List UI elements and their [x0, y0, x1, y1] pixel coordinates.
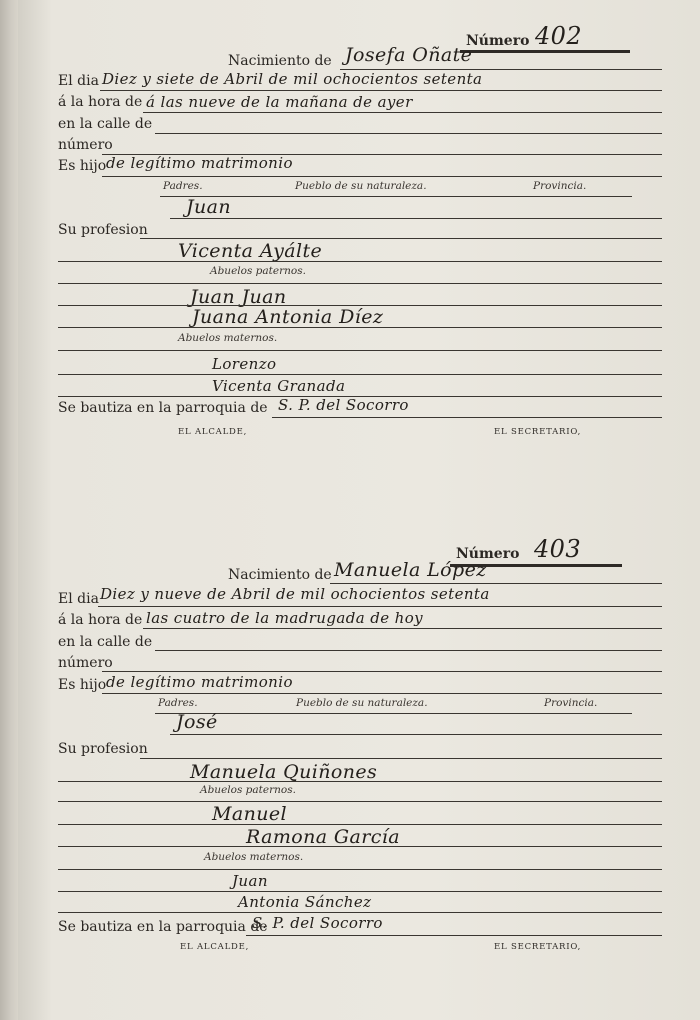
secretario-label: EL SECRETARIO,: [494, 427, 582, 437]
abuelo-materno-1: Manuel: [212, 803, 287, 825]
abuelos-paternos-line-2: [58, 283, 662, 284]
dia-line: [100, 90, 662, 91]
profesion-line: [140, 758, 662, 759]
record-number: 403: [534, 535, 582, 563]
nacimiento-label: Nacimiento de: [228, 567, 332, 583]
es-hijo-label: Es hijo: [58, 158, 107, 174]
hora-value: á las nueve de la mañana de ayer: [146, 93, 413, 111]
es-hijo-value: de legítimo matrimonio: [106, 673, 293, 691]
hora-line: [143, 628, 662, 629]
abuelos-paternos-line-2: [58, 801, 662, 802]
abuelos-maternos-line-4: [58, 374, 662, 375]
abuelos-maternos-line-1: [58, 824, 662, 825]
abuelo-materno-2: Ramona García: [246, 826, 400, 848]
profesion-line: [140, 238, 662, 239]
dia-value: Diez y nueve de Abril de mil ochocientos setenta: [100, 585, 490, 603]
es-hijo-line: [102, 693, 662, 694]
numero-lower-label: número: [58, 137, 113, 153]
nacimiento-value: Manuela López: [334, 559, 487, 581]
se-bautiza-label: Se bautiza en la parroquia de: [58, 400, 268, 416]
parroquia-line: [272, 417, 662, 418]
abuelo-materno-3: Juan: [232, 872, 268, 890]
profesion-label: Su profesion: [58, 741, 148, 757]
padre-line: [170, 734, 662, 735]
abuelos-maternos-line-2: [58, 327, 662, 328]
es-hijo-line: [102, 176, 662, 177]
abuelo-materno-3: Lorenzo: [212, 355, 277, 373]
calle-line: [155, 650, 662, 651]
padres-label: Padres.: [163, 180, 203, 192]
abuelos-maternos-line-3: [58, 350, 662, 351]
padre-value: Juan: [186, 196, 232, 218]
dia-line: [98, 606, 662, 607]
abuelo-materno-4: Vicenta Granada: [212, 377, 346, 395]
es-hijo-label: Es hijo: [58, 677, 107, 693]
calle-label: en la calle de: [58, 634, 153, 650]
numero-lower-label: número: [58, 655, 113, 671]
parroquia-value: S. P. del Socorro: [278, 396, 409, 414]
padre-value: José: [176, 711, 218, 733]
profesion-label: Su profesion: [58, 222, 148, 238]
hora-line: [143, 112, 662, 113]
abuelos-maternos-line-4: [58, 891, 662, 892]
number-underline: [460, 50, 630, 53]
abuelo-paterno-value: Manuela Quiñones: [190, 761, 378, 783]
es-hijo-value: de legítimo matrimonio: [106, 154, 293, 172]
hora-label: á la hora de: [58, 612, 143, 628]
numero-label: Número: [456, 546, 520, 562]
parroquia-line: [246, 935, 662, 936]
nacimiento-line: [330, 583, 662, 584]
numero-line: [102, 671, 662, 672]
el-dia-label: El dia: [58, 591, 99, 607]
abuelos-maternos-line-5: [58, 912, 662, 913]
abuelos-maternos-line-2: [58, 846, 662, 847]
el-dia-label: El dia: [58, 73, 99, 89]
abuelos-paternos-label: Abuelos paternos.: [210, 265, 306, 277]
book-binding: [0, 0, 18, 1020]
pueblo-label: Pueblo de su naturaleza.: [296, 697, 428, 709]
padres-label: Padres.: [158, 697, 198, 709]
abuelo-paterno-value: Vicenta Ayálte: [178, 240, 323, 262]
calle-line: [155, 133, 662, 134]
abuelos-maternos-label: Abuelos maternos.: [178, 332, 278, 344]
nacimiento-value: Josefa Oñate: [345, 44, 473, 66]
secretario-label: EL SECRETARIO,: [494, 942, 582, 952]
alcalde-label: EL ALCALDE,: [178, 427, 248, 437]
abuelos-paternos-label: Abuelos paternos.: [200, 784, 296, 796]
register-page: [18, 0, 700, 1020]
parroquia-value: S. P. del Socorro: [252, 914, 383, 932]
abuelos-paternos-line-1: [58, 261, 662, 262]
abuelo-materno-4: Antonia Sánchez: [238, 893, 372, 911]
abuelos-maternos-label: Abuelos maternos.: [204, 851, 304, 863]
padres-line: [155, 713, 632, 714]
hora-value: las cuatro de la madrugada de hoy: [146, 609, 424, 627]
provincia-label: Provincia.: [544, 697, 598, 709]
abuelo-materno-2: Juana Antonia Díez: [192, 306, 384, 328]
hora-label: á la hora de: [58, 94, 143, 110]
nacimiento-label: Nacimiento de: [228, 53, 332, 69]
padre-line: [170, 218, 662, 219]
record-number: 402: [535, 22, 583, 50]
se-bautiza-label: Se bautiza en la parroquia de: [58, 919, 268, 935]
alcalde-label: EL ALCALDE,: [180, 942, 250, 952]
numero-label: Número: [466, 33, 530, 49]
abuelo-materno-1: Juan Juan: [190, 286, 287, 308]
pueblo-label: Pueblo de su naturaleza.: [295, 180, 427, 192]
abuelos-maternos-line-3: [58, 869, 662, 870]
provincia-label: Provincia.: [533, 180, 587, 192]
dia-value: Diez y siete de Abril de mil ochocientos setenta: [102, 70, 483, 88]
calle-label: en la calle de: [58, 116, 153, 132]
abuelos-paternos-line-1: [58, 781, 662, 782]
